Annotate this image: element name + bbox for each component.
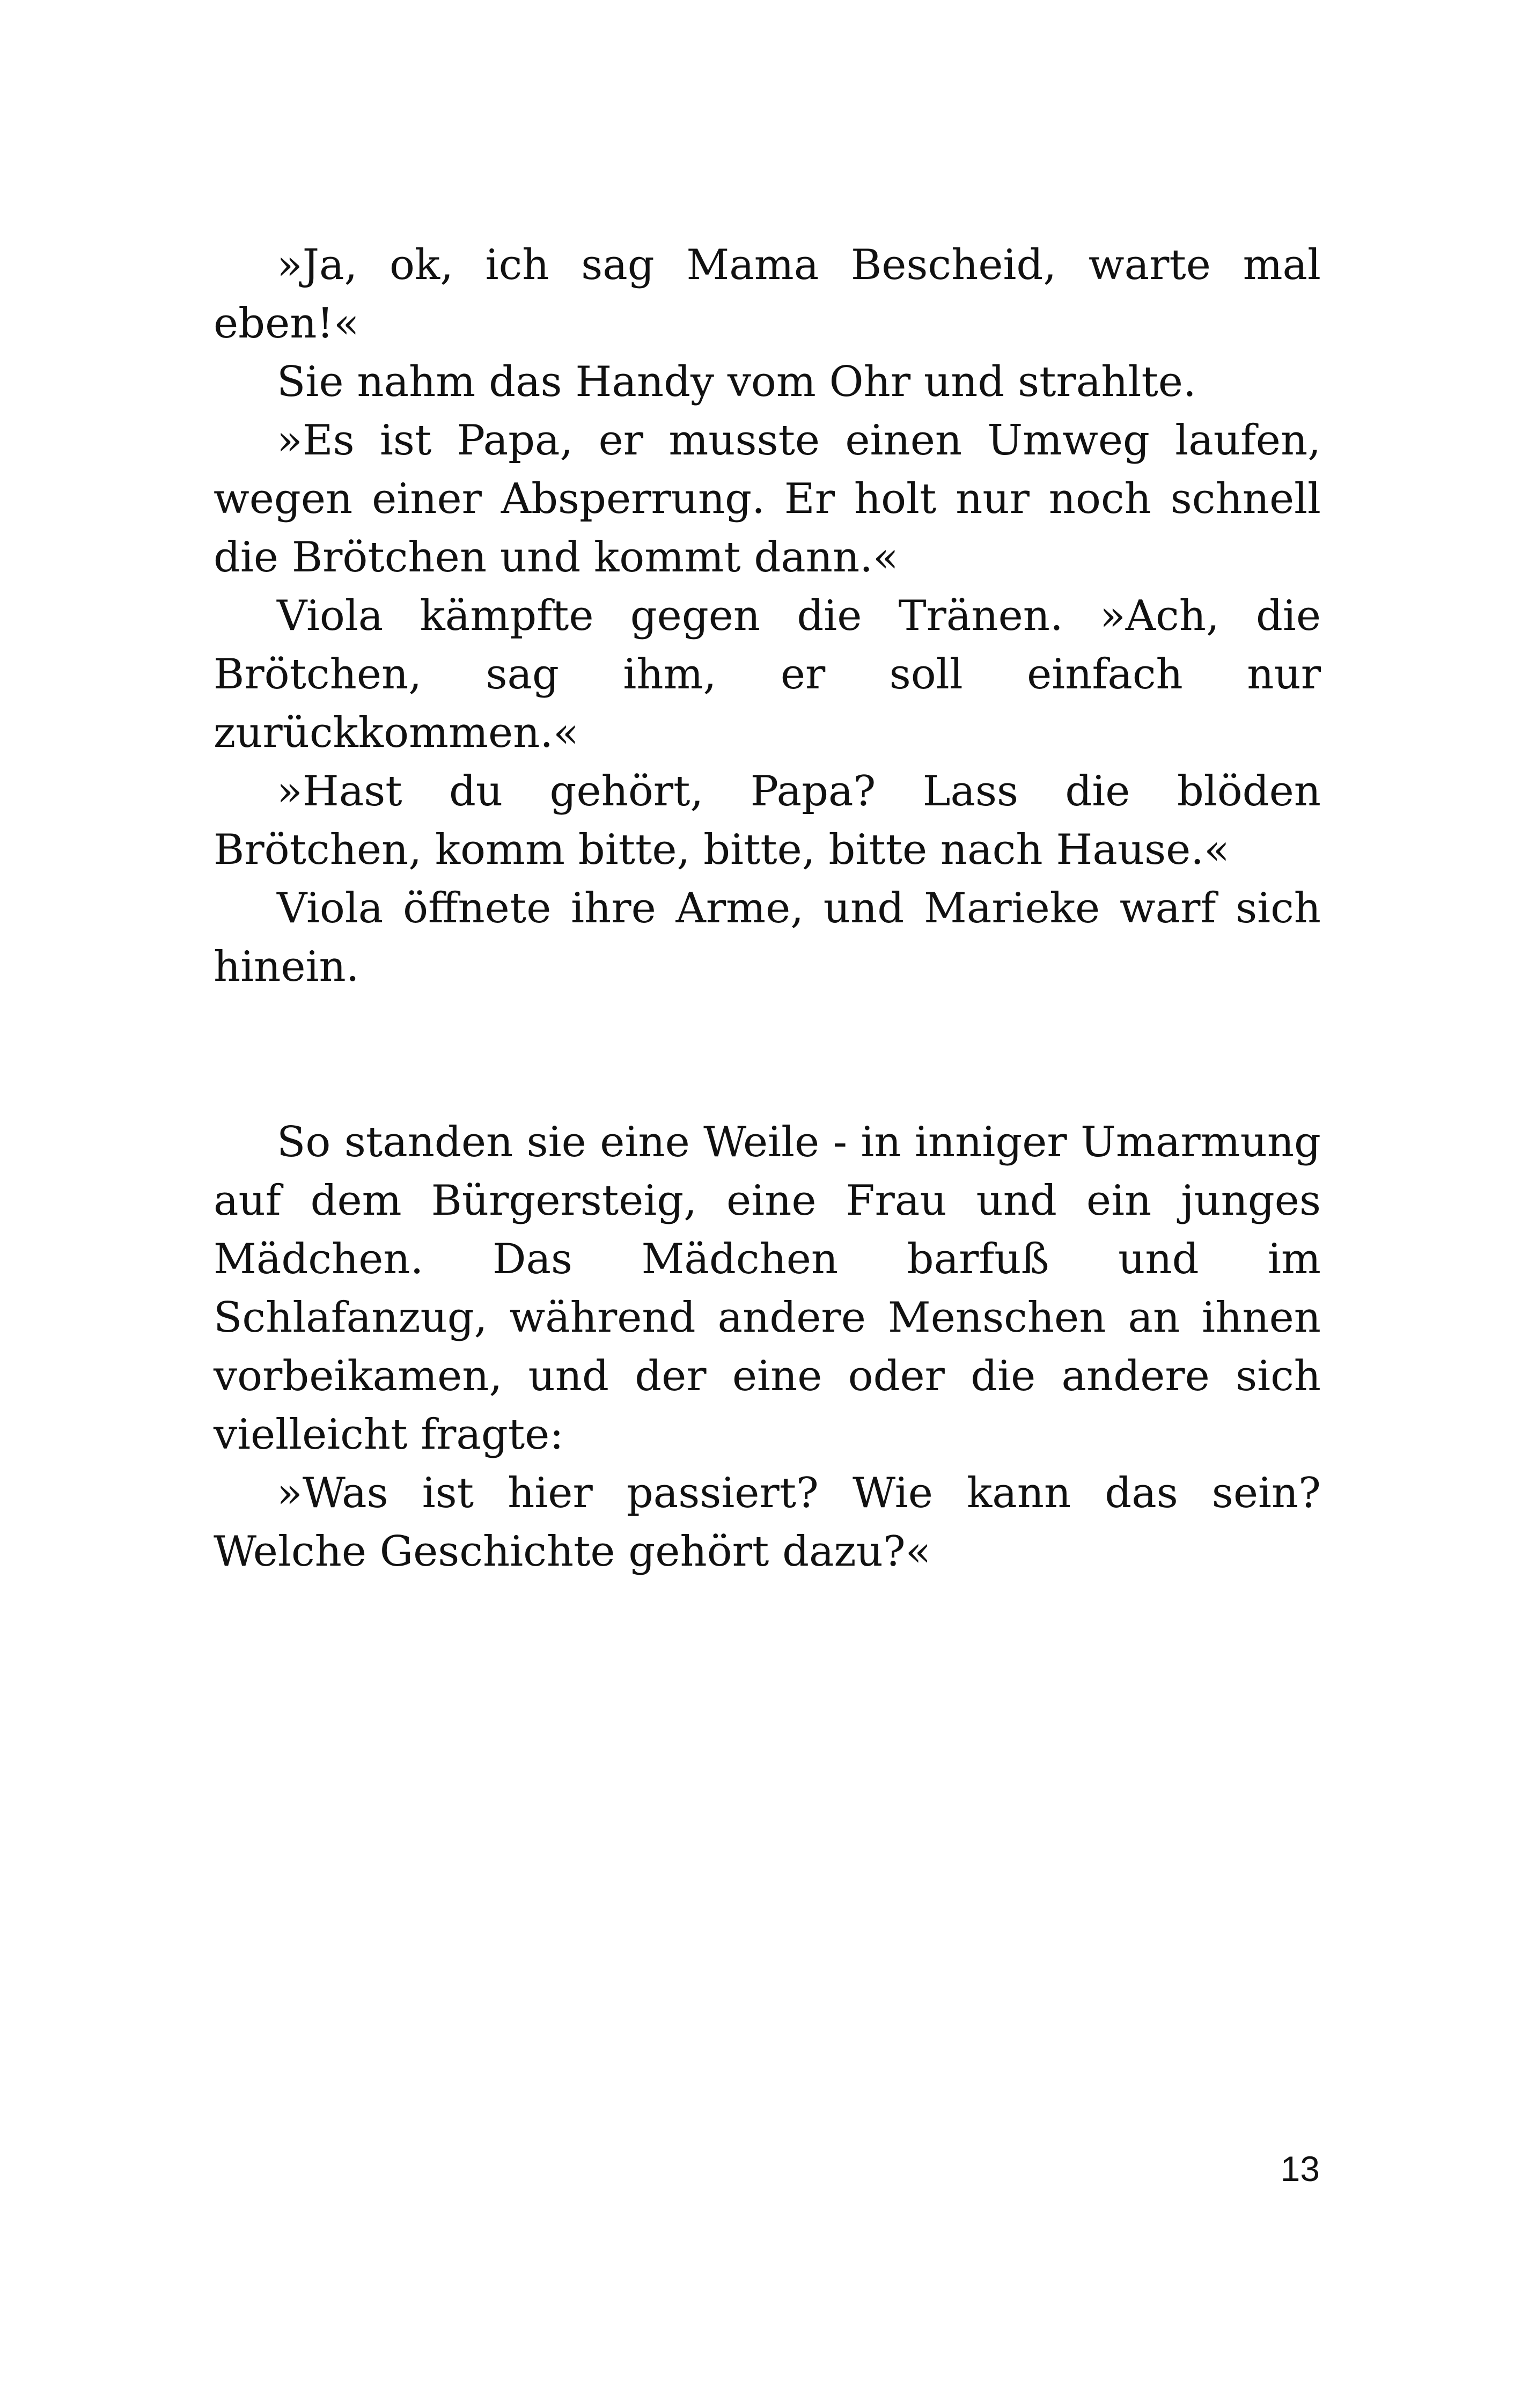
- page-number: 13: [1280, 2149, 1320, 2189]
- paragraph-8: »Was ist hier passiert? Wie kann das sein? Welche Geschichte gehört dazu?«: [214, 1469, 1321, 1576]
- section-break: [214, 996, 1321, 1113]
- paragraph-2: Sie nahm das Handy vom Ohr und strahlte.: [277, 358, 1196, 406]
- paragraph-1: »Ja, ok, ich sag Mama Bescheid, warte mal eben!«: [214, 241, 1321, 348]
- paragraph-7: So standen sie eine Weile - in inniger Umarmung auf dem Bürgersteig, eine Frau und ein junges Mädchen. Das Mädchen barfuß und im Schlafanzug, während andere Menschen an ihnen vorbeikamen, und der eine oder die andere sich vielleicht fragte:: [214, 1118, 1321, 1459]
- paragraph-5: »Hast du gehört, Papa? Lass die blöden Brötchen, komm bitte, bitte, bitte nach Hause.«: [214, 767, 1321, 874]
- paragraph-4: Viola kämpfte gegen die Tränen. »Ach, die Brötchen, sag ihm, er soll einfach nur zurückkommen.«: [214, 592, 1321, 757]
- paragraph-3: »Es ist Papa, er musste einen Umweg laufen, wegen einer Absperrung. Er holt nur noch schnell die Brötchen und kommt dann.«: [214, 416, 1321, 582]
- paragraph-6: Viola öffnete ihre Arme, und Marieke warf sich hinein.: [214, 884, 1321, 991]
- book-page-text: [214, 236, 1321, 1581]
